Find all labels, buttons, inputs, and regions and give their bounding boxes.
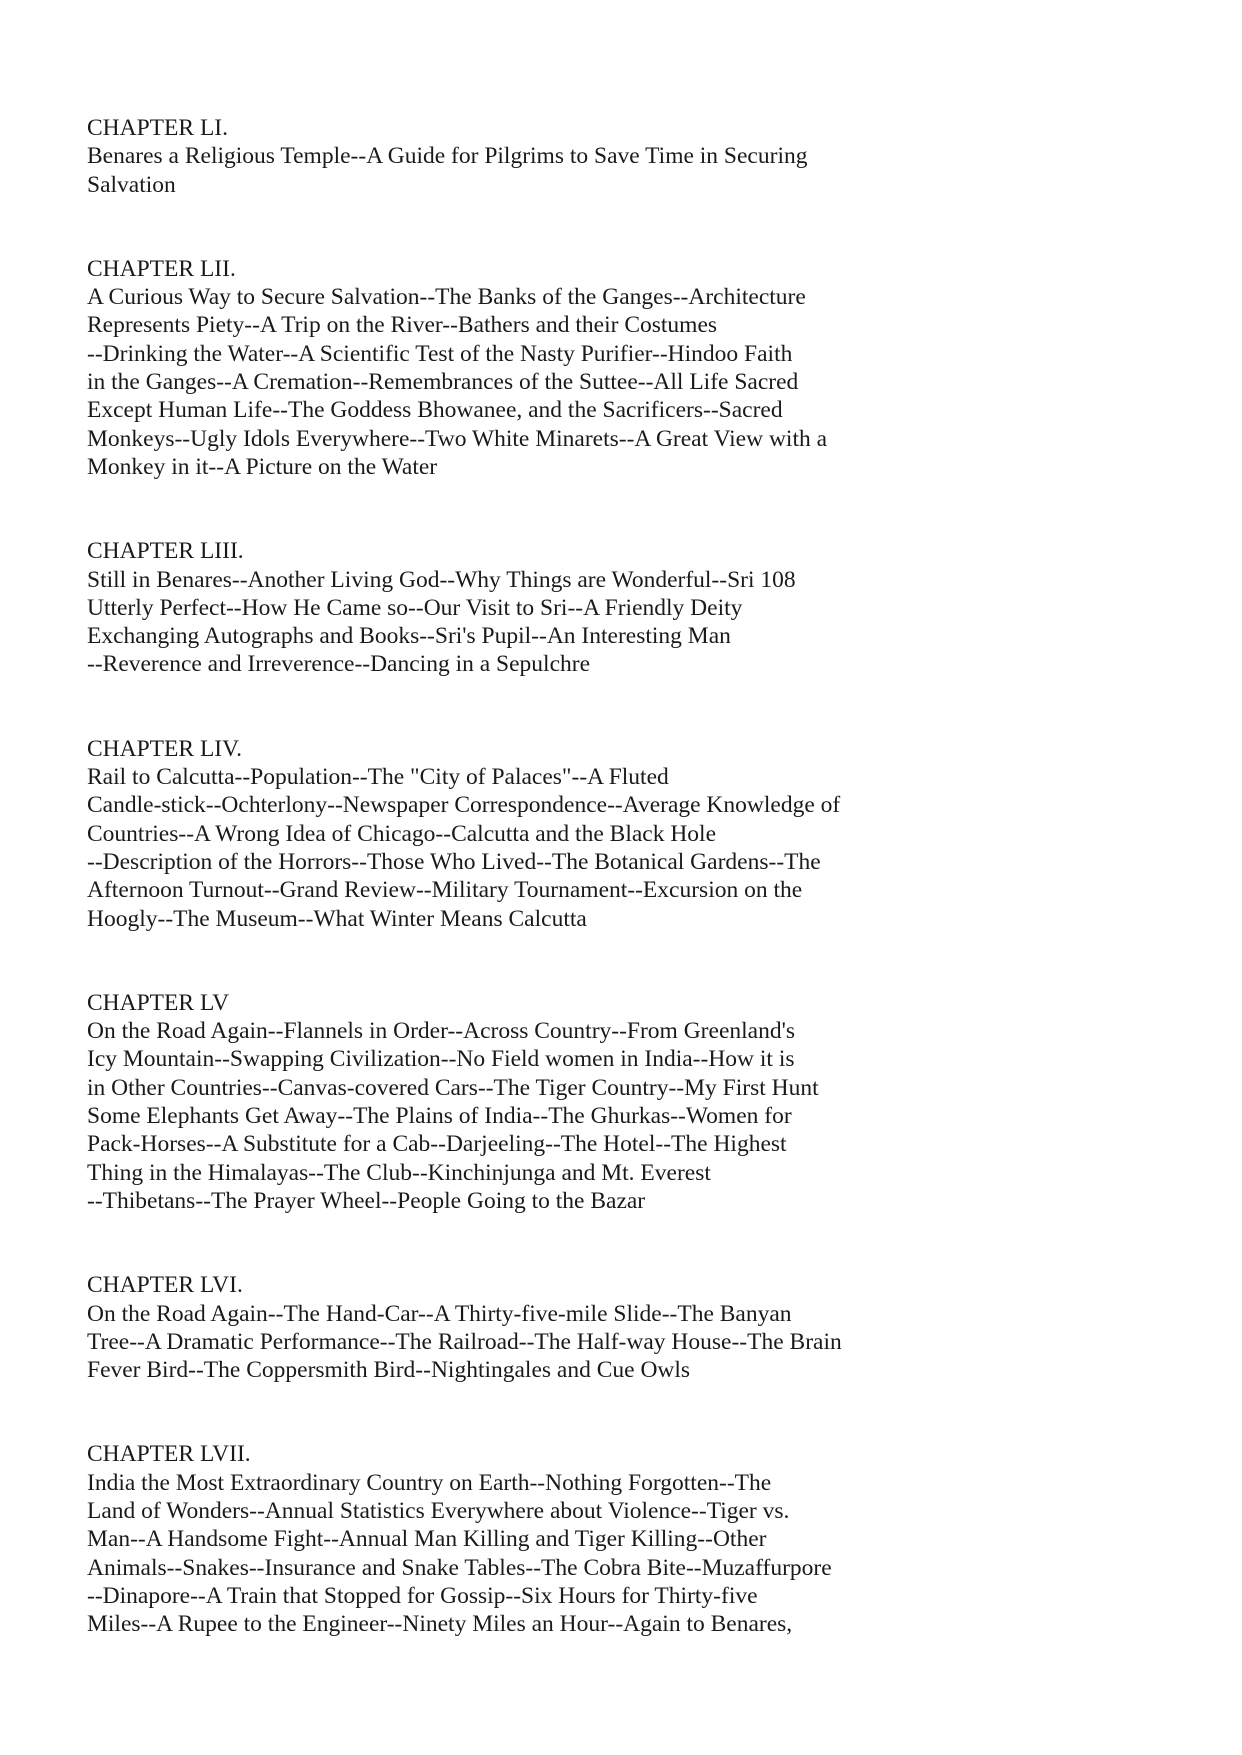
summary-line: Salvation <box>87 171 176 198</box>
chapter-52 <box>87 255 1167 481</box>
summary-line: On the Road Again--Flannels in Order--Across Country--From Greenland's <box>87 1018 795 1045</box>
chapter-title: CHAPTER LV <box>87 989 230 1016</box>
summary-line: Afternoon Turnout--Grand Review--Military Tournament--Excursion on the <box>87 877 803 904</box>
chapter-53 <box>87 537 1167 678</box>
summary-line: Still in Benares--Another Living God--Why Things are Wonderful--Sri 108 <box>87 566 796 593</box>
summary-line: --Thibetans--The Prayer Wheel--People Going to the Bazar <box>87 1187 646 1214</box>
summary-line: Miles--A Rupee to the Engineer--Ninety Miles an Hour--Again to Benares, <box>87 1611 793 1638</box>
summary-line: On the Road Again--The Hand-Car--A Thirty-five-mile Slide--The Banyan <box>87 1300 792 1327</box>
summary-line: Utterly Perfect--How He Came so--Our Visit to Sri--A Friendly Deity <box>87 594 743 621</box>
summary-line: --Reverence and Irreverence--Dancing in a Sepulchre <box>87 651 591 678</box>
summary-line: --Drinking the Water--A Scientific Test of the Nasty Purifier--Hindoo Faith <box>87 340 793 367</box>
summary-line: Represents Piety--A Trip on the River--Bathers and their Costumes <box>87 312 718 339</box>
summary-line: Countries--A Wrong Idea of Chicago--Calcutta and the Black Hole <box>87 820 717 847</box>
summary-line: India the Most Extraordinary Country on Earth--Nothing Forgotten--The <box>87 1469 772 1496</box>
chapter-54 <box>87 735 1167 933</box>
summary-line: Monkeys--Ugly Idols Everywhere--Two White Minarets--A Great View with a <box>87 425 828 452</box>
chapter-title: CHAPTER LIII. <box>87 538 244 565</box>
summary-line: Hoogly--The Museum--What Winter Means Calcutta <box>87 905 587 932</box>
chapter-56 <box>87 1271 1167 1384</box>
summary-line: in Other Countries--Canvas-covered Cars--The Tiger Country--My First Hunt <box>87 1074 819 1101</box>
summary-line: --Dinapore--A Train that Stopped for Gossip--Six Hours for Thirty-five <box>87 1582 758 1609</box>
summary-line: Animals--Snakes--Insurance and Snake Tables--The Cobra Bite--Muzaffurpore <box>87 1554 832 1581</box>
chapter-title: CHAPTER LII. <box>87 255 236 282</box>
summary-line: Land of Wonders--Annual Statistics Everywhere about Violence--Tiger vs. <box>87 1497 790 1524</box>
document-page <box>87 114 1167 1694</box>
chapter-55 <box>87 989 1167 1215</box>
summary-line: Man--A Handsome Fight--Annual Man Killing and Tiger Killing--Other <box>87 1526 767 1553</box>
summary-line: Fever Bird--The Coppersmith Bird--Nightingales and Cue Owls <box>87 1357 691 1384</box>
summary-line: --Description of the Horrors--Those Who Lived--The Botanical Gardens--The <box>87 848 821 875</box>
chapter-57 <box>87 1440 1167 1638</box>
chapter-title: CHAPTER LVII. <box>87 1441 251 1468</box>
summary-line: Benares a Religious Temple--A Guide for Pilgrims to Save Time in Securing <box>87 143 808 170</box>
summary-line: Exchanging Autographs and Books--Sri's Pupil--An Interesting Man <box>87 623 731 650</box>
summary-line: Rail to Calcutta--Population--The "City of Palaces"--A Fluted <box>87 764 669 791</box>
chapter-title: CHAPTER LIV. <box>87 735 242 762</box>
summary-line: Pack-Horses--A Substitute for a Cab--Darjeeling--The Hotel--The Highest <box>87 1131 787 1158</box>
summary-line: Some Elephants Get Away--The Plains of India--The Ghurkas--Women for <box>87 1103 792 1130</box>
summary-line: A Curious Way to Secure Salvation--The Banks of the Ganges--Architecture <box>87 284 806 311</box>
summary-line: Monkey in it--A Picture on the Water <box>87 453 438 480</box>
summary-line: Icy Mountain--Swapping Civilization--No Field women in India--How it is <box>87 1046 795 1073</box>
summary-line: Except Human Life--The Goddess Bhowanee, and the Sacrificers--Sacred <box>87 397 783 424</box>
chapter-title: CHAPTER LI. <box>87 115 228 141</box>
summary-line: Tree--A Dramatic Performance--The Railroad--The Half-way House--The Brain <box>87 1328 842 1355</box>
chapter-51 <box>87 114 1167 199</box>
chapter-title: CHAPTER LVI. <box>87 1272 243 1299</box>
summary-line: Candle-stick--Ochterlony--Newspaper Correspondence--Average Knowledge of <box>87 792 841 819</box>
summary-line: Thing in the Himalayas--The Club--Kinchinjunga and Mt. Everest <box>87 1159 711 1186</box>
summary-line: in the Ganges--A Cremation--Remembrances of the Suttee--All Life Sacred <box>87 369 799 396</box>
